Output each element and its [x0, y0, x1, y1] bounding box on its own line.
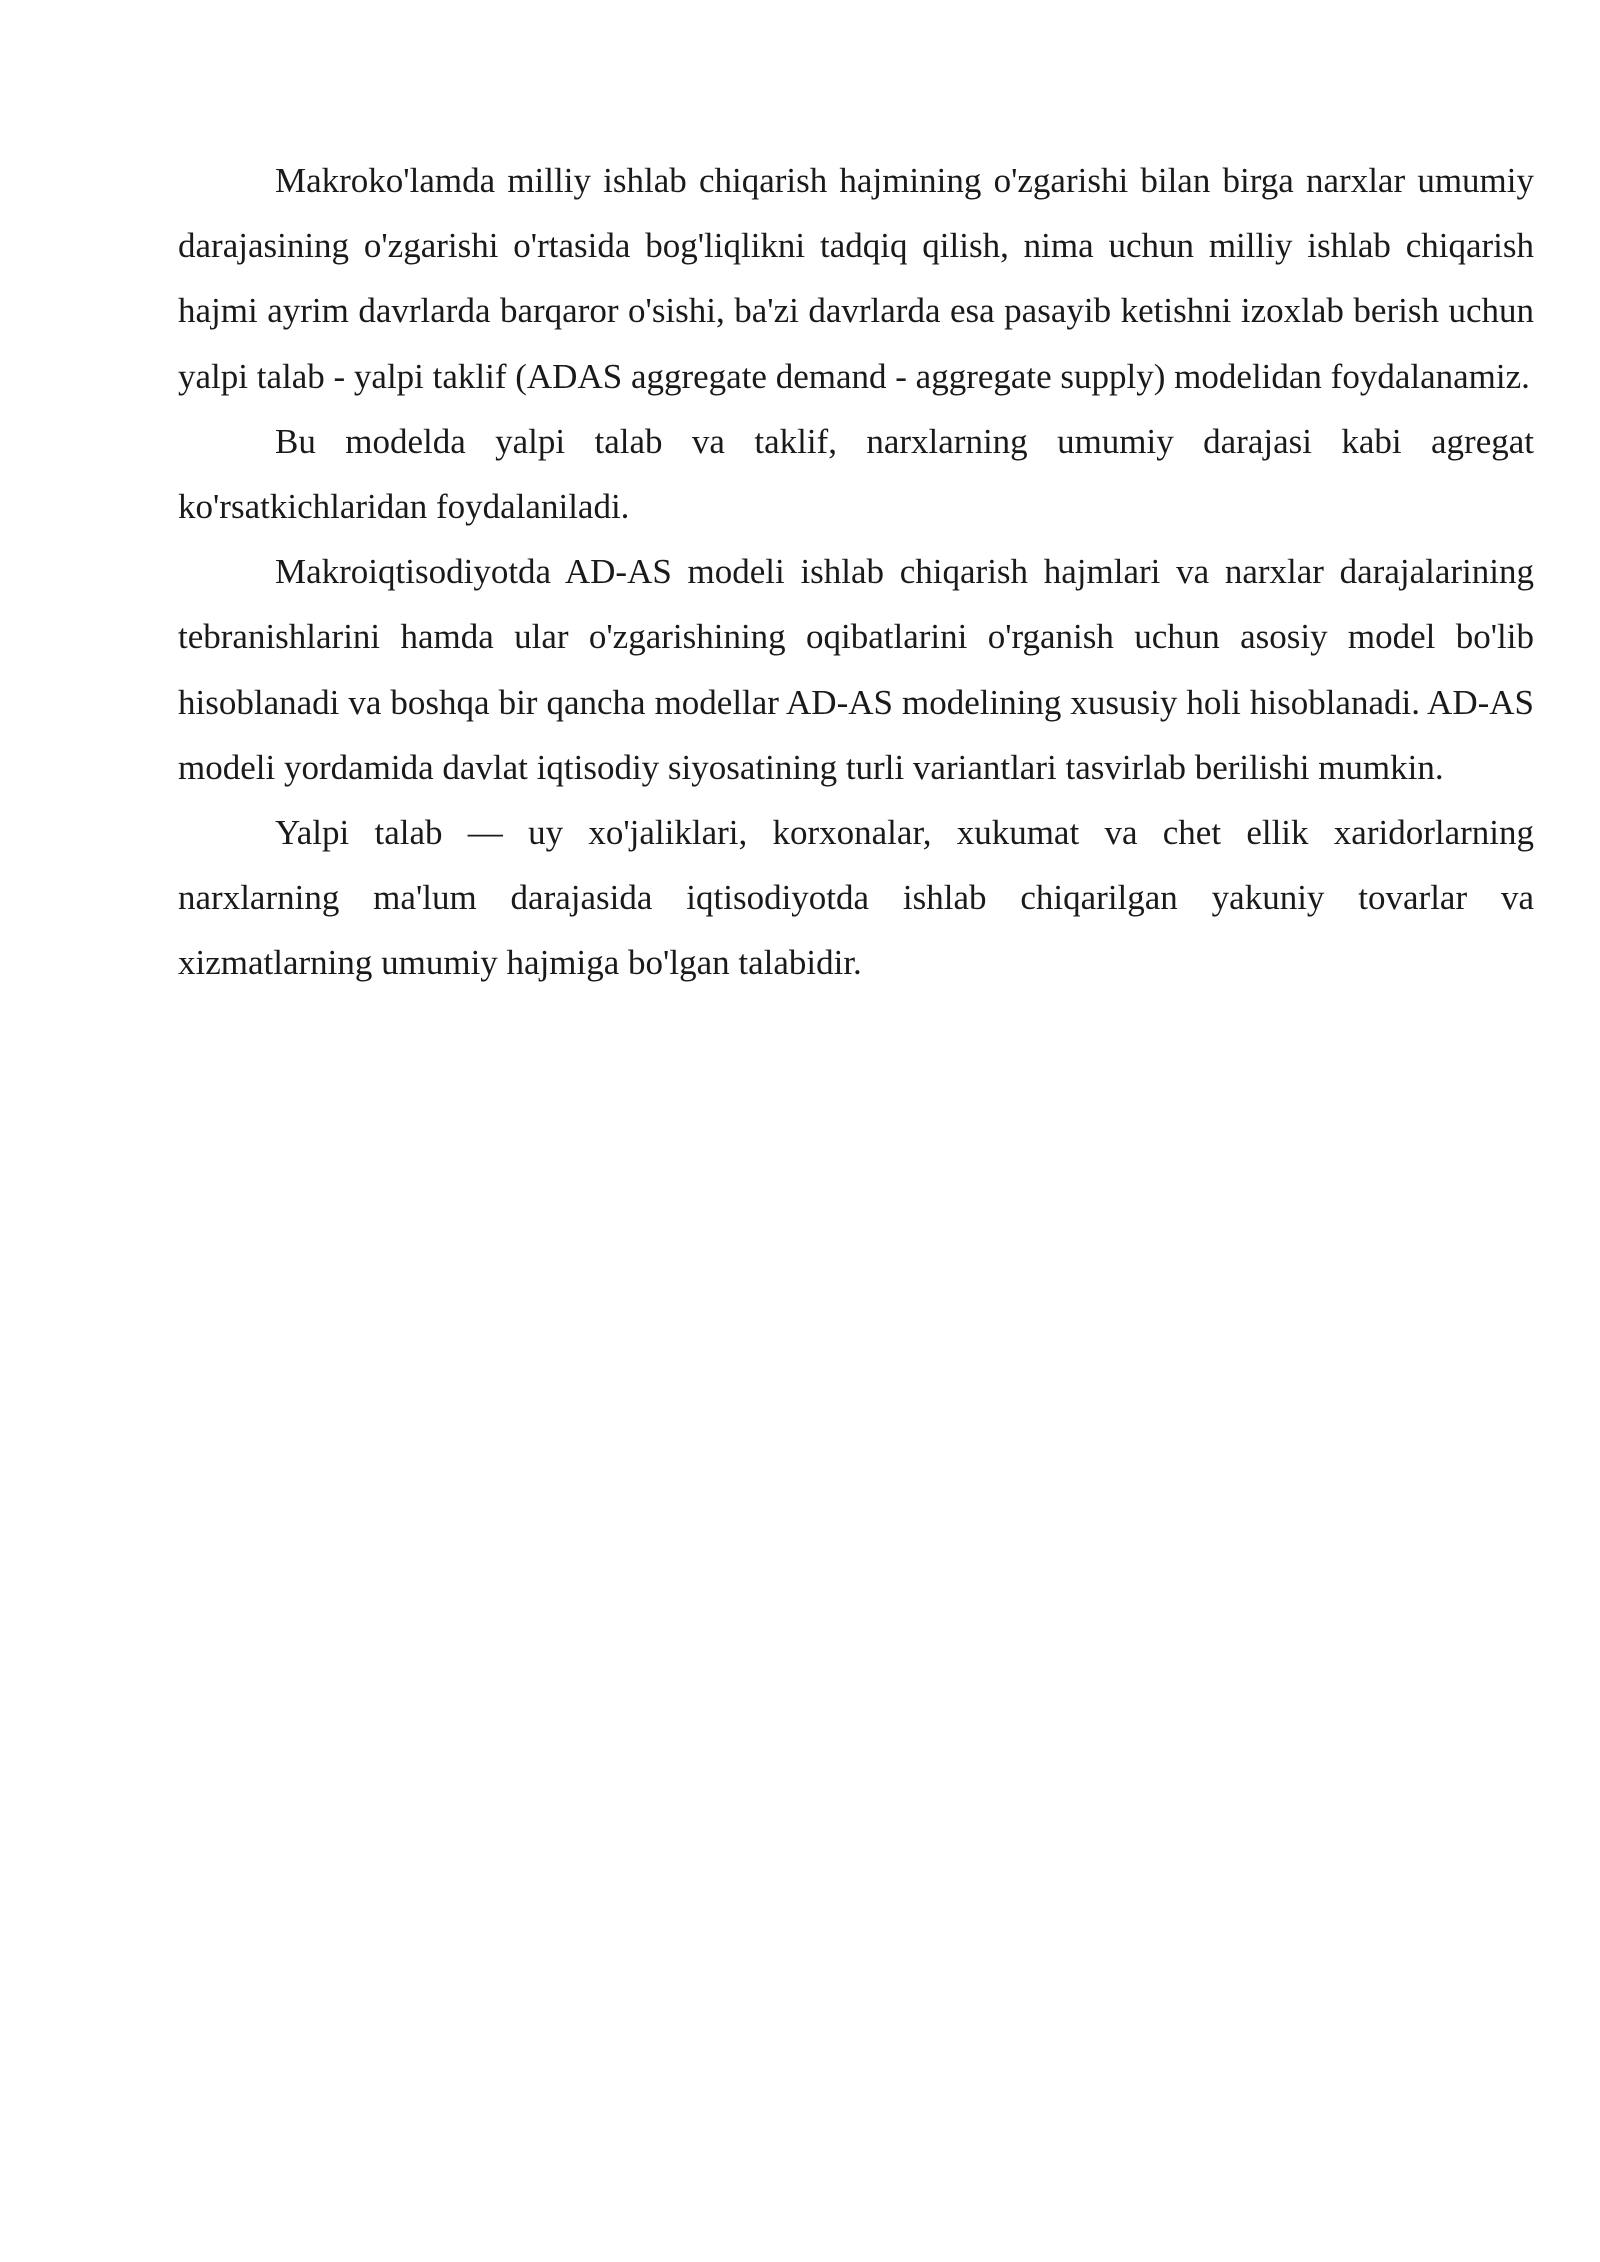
paragraph-2: Bu modelda yalpi talab va taklif, narxlarning umumiy darajasi kabi agregat ko'rsatkichlaridan foydalaniladi.	[178, 421, 1534, 527]
document-body	[178, 148, 1534, 996]
paragraph-4: Yalpi talab — uy xo'jaliklari, korxonalar, xukumat va chet ellik xaridorlarning narxlarning ma'lum darajasida iqtisodiyotda ishlab chiqarilgan yakuniy tovarlar va xizmatlarning umumiy hajmiga bo'lgan talabidir.	[178, 813, 1534, 983]
paragraph-1: Makroko'lamda milliy ishlab chiqarish hajmining o'zgarishi bilan birga narxlar umumiy darajasining o'zgarishi o'rtasida bog'liqlikni tadqiq qilish, nima uchun milliy ishlab chiqarish hajmi ayrim davrlarda barqaror o'sishi, ba'zi davrlarda esa pasayib ketishni izoxlab berish uchun yalpi talab - yalpi taklif (ADAS aggregate demand - aggregate supply) modelidan foydalanamiz.	[178, 161, 1534, 396]
paragraph-3: Makroiqtisodiyotda AD-AS modeli ishlab chiqarish hajmlari va narxlar darajalarining tebranishlarini hamda ular o'zgarishining oqibatlarini o'rganish uchun asosiy model bo'lib hisoblanadi va boshqa bir qancha modellar AD-AS modelining xususiy holi hisoblanadi. AD-AS modeli yordamida davlat iqtisodiy siyosatining turli variantlari tasvirlab berilishi mumkin.	[178, 552, 1534, 787]
